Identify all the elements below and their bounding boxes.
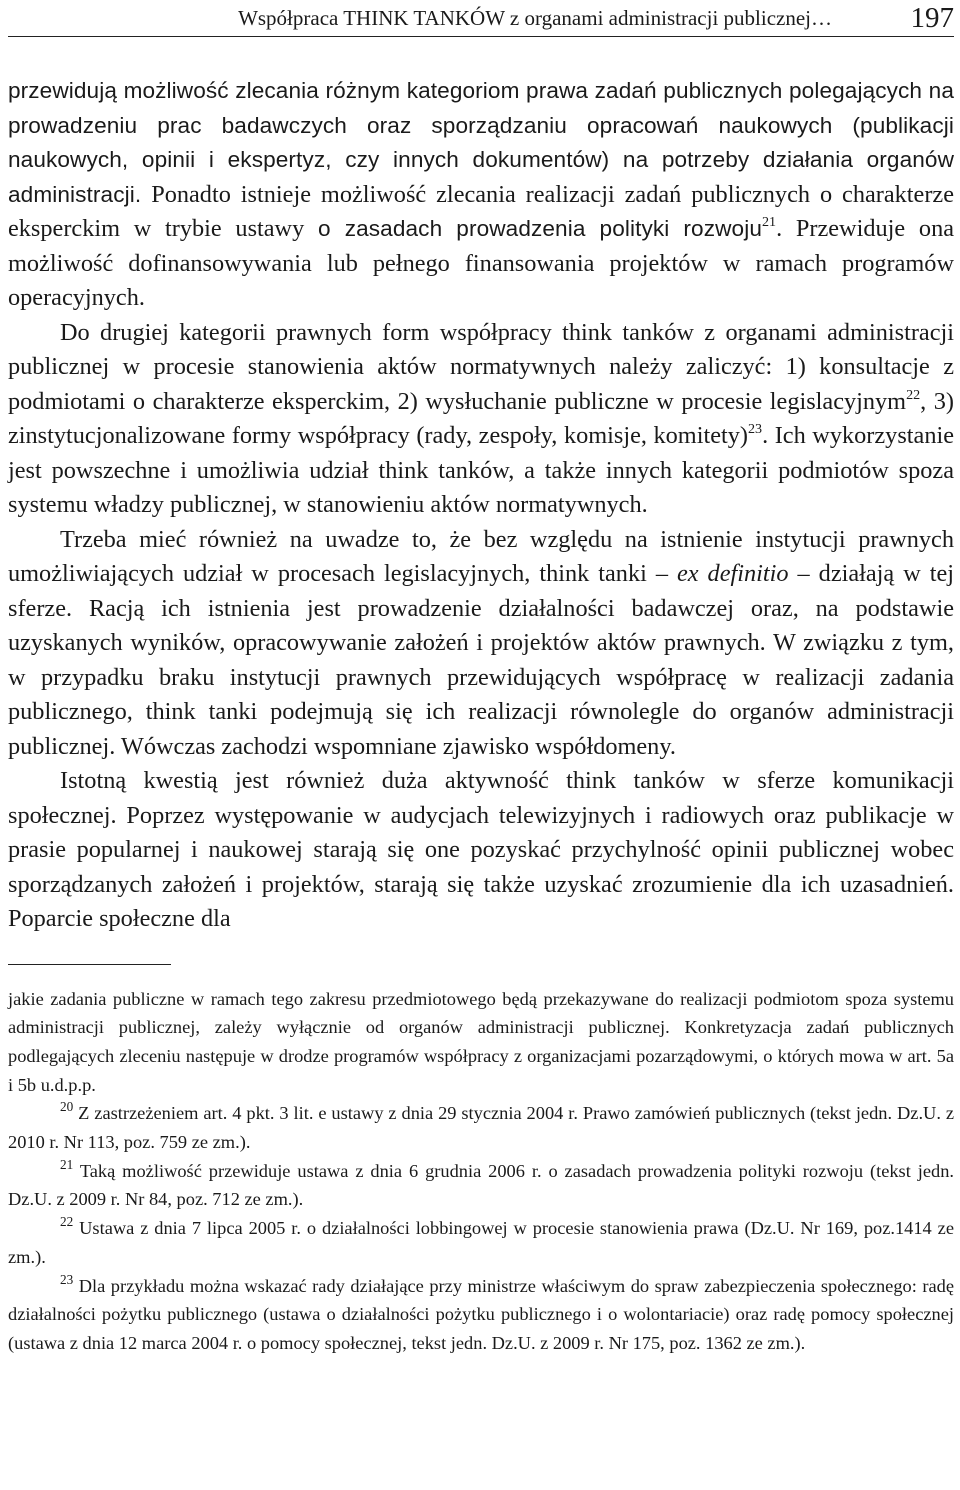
footnote-21 bbox=[8, 1157, 954, 1214]
paragraph-1-sans-part-a: przewidują możliwość zlecania różnym kategoriom prawa zadań publicznych polegających na prowadzeniu prac badawczych oraz sporządzaniu opracowań naukowych (publikacji naukowych, opinii i ekspertyz, czy innych dokumentów) na potrzeby działania organów administracji. bbox=[8, 78, 954, 207]
footnote-continuation: jakie zadania publiczne w ramach tego zakresu przedmiotowego będą przekazywane do realizacji podmiotom spoza systemu administracji publicznej, zależy wyłącznie od organów administracji publicznej. Konkretyzacja zadań publicznych podlegających zleceniu następuje w drodze programów współpracy z organizacjami pozarządowymi, o których mowa w art. 5a i 5b u.d.p.p. bbox=[8, 988, 954, 1095]
paragraph-1 bbox=[8, 74, 954, 316]
footnote-22-number: 22 bbox=[60, 1214, 74, 1230]
document-page bbox=[8, 0, 954, 1358]
footnote-22-text: Ustawa z dnia 7 lipca 2005 r. o działalności lobbingowej w procesie stanowienia prawa (Dz.U. Nr 169, poz.1414 ze zm.). bbox=[8, 1218, 954, 1267]
footnote-ref-21[interactable]: 21 bbox=[762, 213, 777, 230]
paragraph-3-part-a: Trzeba mieć również na uwadze to, że bez względu na istnienie instytucji prawnych umożliwiających udział w procesach legislacyjnych, think tanki – bbox=[8, 525, 954, 587]
footnote-ref-22[interactable]: 22 bbox=[906, 386, 921, 403]
footnote-22 bbox=[8, 1214, 954, 1271]
paragraph-1-serif-part-a: Ponadto istnieje możliwość zlecania realizacji zadań publicznych o charakterze eksperckim w trybie ustawy bbox=[8, 180, 954, 242]
paragraph-3-latin-phrase: ex definitio bbox=[677, 560, 789, 587]
footnote-ref-23[interactable]: 23 bbox=[748, 420, 763, 437]
footnote-20-number: 20 bbox=[60, 1099, 74, 1115]
running-header bbox=[8, 0, 954, 37]
paragraph-3-part-b: – działają w tej sferze. Racją ich istnienia jest prowadzenie działalności badawczej oraz, na podstawie uzyskanych wyników, opracowywanie założeń i projektów aktów prawnych. W związku z tym, w przypadku braku instytucji prawnych przewidujących współpracę w realizacji zadania publicznego, think tanki podejmują się ich realizacji równolegle do organów administracji publicznej. Wówczas zachodzi wspomniane zjawisko współdomeny. bbox=[8, 560, 955, 760]
running-title: Współpraca THINK TANKÓW z organami administracji publicznej… bbox=[238, 6, 832, 30]
footnote-23-number: 23 bbox=[60, 1271, 74, 1287]
paragraph-3 bbox=[8, 523, 954, 765]
footnote-20-text: Z zastrzeżeniem art. 4 pkt. 3 lit. e ustawy z dnia 29 stycznia 2004 r. Prawo zamówień publicznych (tekst jedn. Dz.U. z 2010 r. Nr 113, poz. 759 ze zm.). bbox=[8, 1103, 954, 1153]
paragraph-4: Istotną kwestią jest również duża aktywność think tanków w sferze komunikacji społecznej. Poprzez występowanie w audycjach telewizyjnych i radiowych oraz publikacje w prasie popularnej i naukowej starają się one pozyskać przychylność opinii publicznej wobec sporządzanych założeń i projektów, starają się także uzyskać zrozumienie dla ich uzasadnień. Poparcie społeczne dla bbox=[8, 767, 954, 932]
footnote-23 bbox=[8, 1272, 954, 1358]
footnote-20 bbox=[8, 1099, 954, 1156]
footnotes bbox=[8, 985, 954, 1358]
footnote-21-text: Taką możliwość przewiduje ustawa z dnia 6 grudnia 2006 r. o zasadach prowadzenia polityki rozwoju (tekst jedn. Dz.U. z 2009 r. Nr 84, poz. 712 ze zm.). bbox=[8, 1160, 954, 1210]
paragraph-2-part-b: , 3) zinstytucjonalizowane formy współpracy (rady, zespoły, komisje, komitety) bbox=[8, 387, 954, 449]
paragraph-2 bbox=[8, 316, 954, 523]
footnote-21-number: 21 bbox=[60, 1156, 74, 1172]
page-number: 197 bbox=[910, 2, 954, 34]
paragraph-1-serif-part-b: . Przewiduje ona możliwość dofinansowywania lub pełnego finansowania projektów w ramach programów operacyjnych. bbox=[8, 215, 955, 311]
paragraph-2-part-a: Do drugiej kategorii prawnych form współpracy think tanków z organami administracji publicznej w procesie stanowienia aktów normatywnych należy zaliczyć: 1) konsultacje z podmiotami o charakterze eksperckim, 2) wysłuchanie publiczne w procesie legislacyjnym bbox=[8, 318, 954, 415]
main-text bbox=[8, 74, 954, 937]
paragraph-2-part-c: . Ich wykorzystanie jest powszechne i umożliwia udział think tanków, a także innych kategorii podmiotów spoza systemu władzy publicznej, w stanowieniu aktów normatywnych. bbox=[8, 422, 954, 518]
footnote-23-text: Dla przykładu można wskazać rady działające przy ministrze właściwym do spraw zabezpieczenia społecznego: radę działalności pożytku publicznego (ustawa o działalności pożytku publicznego i o wolontariacie) oraz radę pomocy społecznej (ustawa z dnia 12 marca 2004 r. o pomocy społecznej, tekst jedn. Dz.U. z 2009 r. Nr 175, poz. 1362 ze zm.). bbox=[8, 1275, 954, 1353]
paragraph-1-sans-part-b: o zasadach prowadzenia polityki rozwoju bbox=[318, 216, 762, 241]
footnote-separator bbox=[8, 964, 171, 965]
